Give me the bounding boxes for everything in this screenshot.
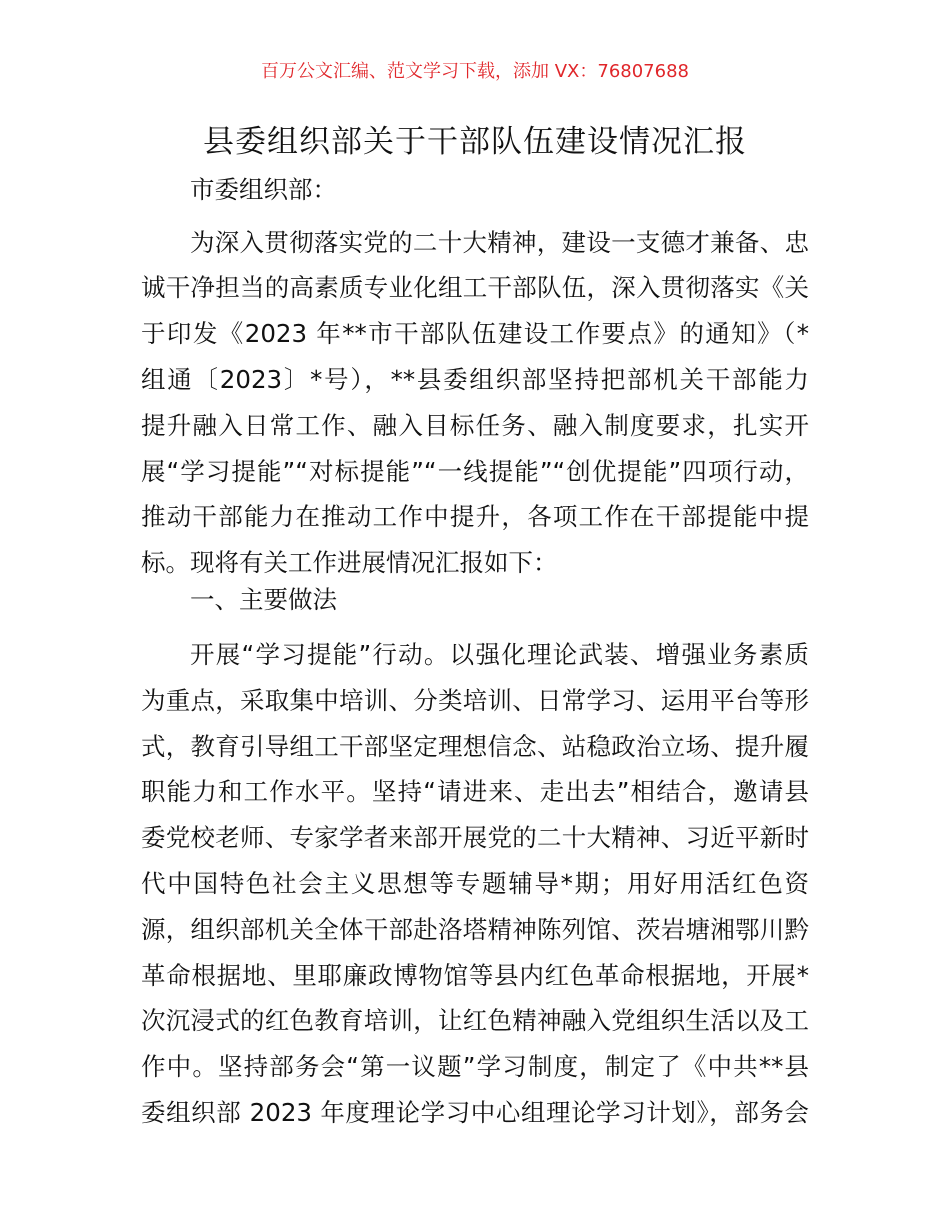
paragraph-line: 于印发《2023 年**市干部队伍建设工作要点》的通知》（* [141, 319, 809, 348]
paragraph-line: 代中国特色社会主义思想等专题辅导*期；用好用活红色资 [141, 869, 809, 898]
section-heading: 一、主要做法 [190, 585, 337, 614]
paragraph-line: 式，教育引导组工干部坚定理想信念、站稳政治立场、提升履 [141, 732, 809, 761]
paragraph-line: 开展“学习提能”行动。以强化理论武装、增强业务素质 [190, 640, 809, 669]
paragraph-line: 推动干部能力在推动工作中提升，各项工作在干部提能中提 [141, 502, 809, 531]
paragraph-line: 为深入贯彻落实党的二十大精神，建设一支德才兼备、忠 [190, 228, 809, 257]
paragraph-line: 源，组织部机关全体干部赴洛塔精神陈列馆、茨岩塘湘鄂川黔 [141, 915, 809, 944]
paragraph-line: 委组织部 2023 年度理论学习中心组理论学习计划》，部务会 [141, 1098, 809, 1127]
paragraph-line: 提升融入日常工作、融入目标任务、融入制度要求，扎实开 [141, 411, 809, 440]
salutation: 市委组织部： [190, 175, 337, 204]
paragraph-line: 诚干净担当的高素质专业化组工干部队伍，深入贯彻落实《关 [141, 273, 809, 302]
paragraph-line: 委党校老师、专家学者来部开展党的二十大精神、习近平新时 [141, 823, 809, 852]
document-title: 县委组织部关于干部队伍建设情况汇报 [203, 124, 747, 160]
paragraph-line: 革命根据地、里耶廉政博物馆等县内红色革命根据地，开展* [141, 961, 809, 990]
paragraph-line: 为重点，采取集中培训、分类培训、日常学习、运用平台等形 [141, 686, 809, 715]
header-watermark: 百万公文汇编、范文学习下载，添加 VX：76807688 [261, 61, 689, 82]
paragraph-line: 次沉浸式的红色教育培训，让红色精神融入党组织生活以及工 [141, 1006, 809, 1035]
paragraph-line: 组通〔2023〕*号），**县委组织部坚持把部机关干部能力 [141, 365, 809, 394]
paragraph-line: 职能力和工作水平。坚持“请进来、走出去”相结合，邀请县 [141, 777, 809, 806]
paragraph-line: 展“学习提能”“对标提能”“一线提能”“创优提能”四项行动， [141, 457, 809, 486]
paragraph-line: 标。现将有关工作进展情况汇报如下： [141, 548, 558, 577]
paragraph-line: 作中。坚持部务会“第一议题”学习制度，制定了《中共**县 [141, 1052, 809, 1081]
